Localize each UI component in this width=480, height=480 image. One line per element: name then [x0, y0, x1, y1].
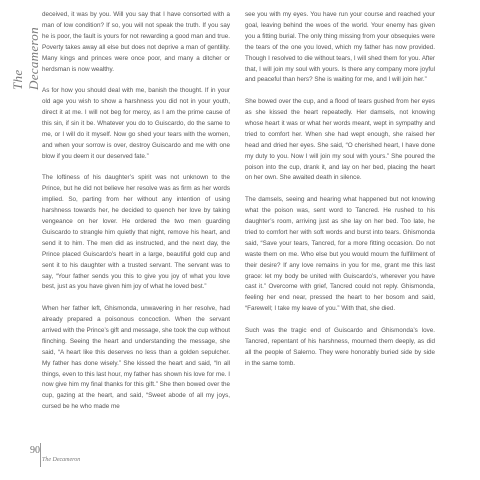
paragraph: When her father left, Ghismonda, unwavering in her resolve, had already prepared a poisonous concoction. When the servant arrived with the Prince’s gift and message, she took the cup without flinching. Seeing the heart and understanding the message, she said, “A heart like this deserves no less than a golden sepulcher. My father has done wisely.” She kissed the heart and said, “In all things, even to this last hour, my father has shown his love for me. I now give him my final thanks for this gift.” She then bowed over the cup, gazing at the heart, and said, “Sweet abode of all my joys, cursed be he who made me — [42, 305, 230, 411]
page-footer — [30, 443, 120, 473]
right-column — [245, 10, 435, 380]
paragraph: see you with my eyes. You have run your course and reached your goal, leaving behind the woes of the world. Your enemy has given you a fitting burial. The only thing missing from your obsequies were the tears of the one you loved, which my father has now provided. Though I resolved to die without tears, I will shed them for you. After that, I will join my soul with yours. Is there any company more joyful and peaceful than hers? She is waiting for me, and I will join her.” — [245, 11, 435, 84]
paragraph: She bowed over the cup, and a flood of tears gushed from her eyes as she kissed the heart repeatedly. Her damsels, not knowing whose heart it was or what her words meant, wept in sympathy and tried to comfort her. When she had wept enough, she raised her head and dried her eyes. She said, “O cherished heart, I have done my duty to you. Now I will join my soul with yours.” She poured the poison into the cup, drank it, and lay on her bed, placing the heart on her own. She awaited death in silence. — [245, 98, 435, 182]
left-column — [42, 10, 230, 424]
paragraph: Such was the tragic end of Guiscardo and Ghismonda’s love. Tancred, repentant of his harshness, mourned them deeply, as did all the people of Salerno. They were honorably buried side by side in the same tomb. — [245, 326, 435, 367]
paragraph: The damsels, seeing and hearing what happened but not knowing what the poison was, sent word to Tancred. He rushed to his daughter’s room, arriving just as she lay on her bed. Too late, he tried to comfort her with soft words and burst into tears. Ghismonda said, “Save your tears, Tancred, for a more fitting occasion. Do not waste them on me. Who else but you would mourn the fulfillment of their desire? If any love remains in you for me, grant me this last grace: let my body be united with Guiscardo’s, wherever you have cast it.” Overcome with grief, Tancred could not reply. Ghismonda, feeling her end near, pressed the heart to her bosom and said, “Farewell; I take my leave of you.” With that, she died. — [245, 196, 435, 313]
paragraph: The loftiness of his daughter’s spirit was not unknown to the Prince, but he did not believe her resolve was as firm as her words implied. So, parting from her without any intention of using harshness towards her, he decided to quench her love by taking vengeance on her lover. He ordered the two men guarding Guiscardo to strangle him quietly that night, remove his heart, and send it to him. The men did as instructed, and the next day, the Prince placed Guiscardo’s heart in a large, beautiful gold cup and sent it to his daughter with a trusted servant. The servant was to say, “Your father sends you this to give you joy of what you love best, just as you have given him joy of what he loved best.” — [42, 174, 230, 291]
running-title: The Decameron — [10, 27, 41, 90]
footer-divider — [40, 443, 41, 467]
footer-title: The Decameron — [42, 457, 81, 463]
paragraph: As for how you should deal with me, banish the thought. If in your old age you wish to show a harshness you did not in your youth, direct it at me. I will not beg for mercy, as I am the prime cause of this sin, if sin it be. Whatever you do to Guiscardo, do the same to me, or I will do it myself. Now go shed your tears with the women, and when your sorrow is over, destroy Guiscardo and me with one blow if you deem it our deserved fate.” — [42, 87, 230, 160]
page-number: 90 — [30, 445, 40, 456]
paragraph: deceived, it was by you. Will you say that I have consorted with a man of low condition? If so, you will not speak the truth. If you say he is poor, the fault is yours for not rewarding a good man and true. Poverty takes away all else but does not deprive a man of gentility. Many kings and princes were once poor, and many a ditcher or herdsman is now wealthy. — [42, 11, 230, 73]
